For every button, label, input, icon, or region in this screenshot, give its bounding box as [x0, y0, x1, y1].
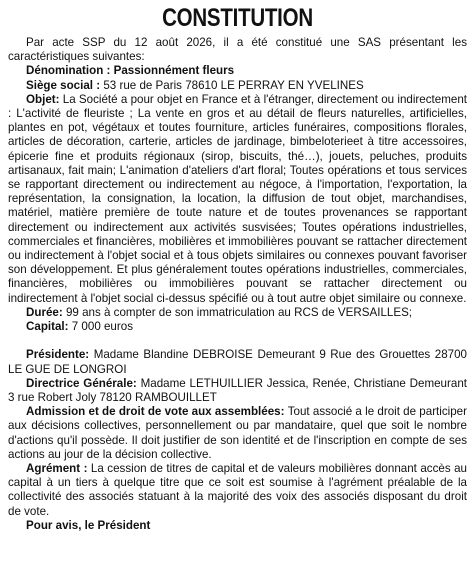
spacer [8, 334, 467, 348]
denomination-label: Dénomination [26, 64, 104, 78]
capital-value: 7 000 euros [71, 320, 133, 334]
capital-line: Capital: 7 000 euros [26, 320, 133, 334]
admission-value: Tout associé a le droit de participer aux décisions collectives, personnellement ou par mandataire, quel que soit le nombre d'actions qu'il possède. Il doit justifier de son identité et de l'inscription en compte de ses actions au jour de la décision collective. [8, 405, 467, 461]
presidente-label: Présidente [26, 348, 86, 362]
intro-paragraph: Par acte SSP du 12 août 2026, il a été constitué une SAS présentant les caractéristiques suivantes: [8, 36, 467, 64]
agrement-label: Agrément [26, 462, 81, 476]
objet-paragraph: Objet: La Société a pour objet en France et à l'étranger, directement ou indirectement : L'activité de fleuriste ; La vente en gros et au détail de fleurs naturelles, artificielles, plantes en pot, végétaux et toutes fourniture, articles funéraires, compositions florales, articles de décoration, carterie, articles de jardinage, bimbeloterieet à titre accessoires, épicerie fine et produits régionaux (sirop, biscuits, thé…), jouets, peluches, produits artisanaux, fait main; L'animation d'ateliers d'art floral; Toutes opérations et tous services se rapportant directement ou indirectement au négoce, à l'importation, l'exportation, la représentation, la consignation, la location, la diffusion de tout objet, marchandises, matériel, matière première de toute nature et de toutes provenances se rapportant directement ou indirectement aux activités susvisées; Toutes opérations industrielles, commerciales et financières, mobilières et immobilières pouvant se rattacher directement ou indirectement à l'objet social et à tous objets similaires ou connexes pouvant favoriser son développement. Et plus généralement toutes opérations industrielles, commerciales, financières, mobilières ou immobilières pouvant se rattacher directement ou indirectement à l'objet social ci-dessus spécifié ou à tout autre objet similaire ou connexe. [8, 92, 467, 305]
directrice-paragraph: Directrice Générale: Madame LETHUILLIER Jessica, Renée, Christiane Demeurant 3 rue Robert Joly 78120 RAMBOUILLET [8, 376, 467, 405]
objet-value: La Société a pour objet en France et à l'étranger, directement ou indirectement : L'activité de fleuriste ; La vente en gros et au détail de fleurs naturelles, artificielles, plantes en pot, végétaux et toutes fourniture, articles funéraires, compositions florales, articles de décoration, carterie, articles de jardinage, bimbeloterieet à titre accessoires, épicerie fine et produits régionaux (sirop, biscuits, thé…), jouets, peluches, produits artisanaux, fait main; L'animation d'ateliers d'art floral; Toutes opérations et tous services se rapportant directement ou indirectement au négoce, à l'importation, l'exportation, la représentation, la consignation, la location, la diffusion de tout objet, marchandises, matériel, matière première de toute nature et de toutes provenances se rapportant directement ou indirectement aux activités susvisées; Toutes opérations industrielles, commerciales et financières, mobilières et immobilières pouvant se rattacher directement ou indirectement à l'objet social et à tous objets similaires ou connexes pouvant favoriser son développement. Et plus généralement toutes opérations industrielles, commerciales, financières, mobilières ou immobilières pouvant se rattacher directement ou indirectement à l'objet social ci-dessus spécifié ou à tout autre objet similaire ou connexe. [8, 92, 467, 305]
duree-line: Durée: 99 ans à compter de son immatriculation au RCS de VERSAILLES; [26, 305, 413, 319]
objet-label: Objet [26, 92, 56, 106]
directrice-label: Directrice Générale [26, 376, 133, 390]
siege-line: Siège social : 53 rue de Paris 78610 LE PERRAY EN YVELINES [26, 78, 364, 92]
presidente-value: Madame Blandine DEBROISE Demeurant 9 Rue des Grouettes 28700 LE GUE DE LONGROI [8, 348, 468, 376]
duree-value: 99 ans à compter de son immatriculation au RCS de VERSAILLES; [65, 305, 413, 319]
siege-label: Siège social [26, 78, 94, 92]
duree-label: Durée [26, 305, 59, 319]
denomination-value: Passionnément fleurs [113, 64, 235, 78]
siege-value: 53 rue de Paris 78610 LE PERRAY EN YVELINES [103, 78, 364, 92]
presidente-paragraph: Présidente: Madame Blandine DEBROISE Demeurant 9 Rue des Grouettes 28700 LE GUE DE LONGROI [8, 348, 468, 376]
admission-label: Admission et de droit de vote aux assemblées [26, 405, 281, 419]
agrement-paragraph: Agrément : La cession de titres de capital et de valeurs mobilières donnant accès au capital à un tiers à quelque titre que ce soit est soumise à l'agrément préalable de la collectivité des associés statuant à la majorité des voix des associés disposant du droit de vote. [8, 462, 467, 518]
notice-title: CONSTITUTION [162, 4, 313, 32]
admission-paragraph: Admission et de droit de vote aux assemblées: Tout associé a le droit de participer aux décisions collectives, personnellement ou par mandataire, quel que soit le nombre d'actions qu'il possède. Il doit justifier de son identité et de l'inscription en compte de ses actions au jour de la décision collective. [8, 405, 467, 461]
denomination-line: Dénomination : Passionnément fleurs [26, 64, 235, 78]
notice-body [8, 36, 467, 533]
capital-label: Capital [26, 320, 65, 334]
signature-line: Pour avis, le Président [26, 518, 151, 532]
directrice-value: Madame LETHUILLIER Jessica, Renée, Christiane Demeurant 3 rue Robert Joly 78120 RAMBOUILLET [8, 376, 467, 405]
agrement-value: La cession de titres de capital et de valeurs mobilières donnant accès au capital à un tiers à quelque titre que ce soit est soumise à l'agrément préalable de la collectivité des associés statuant à la majorité des voix des associés disposant du droit de vote. [8, 462, 467, 518]
